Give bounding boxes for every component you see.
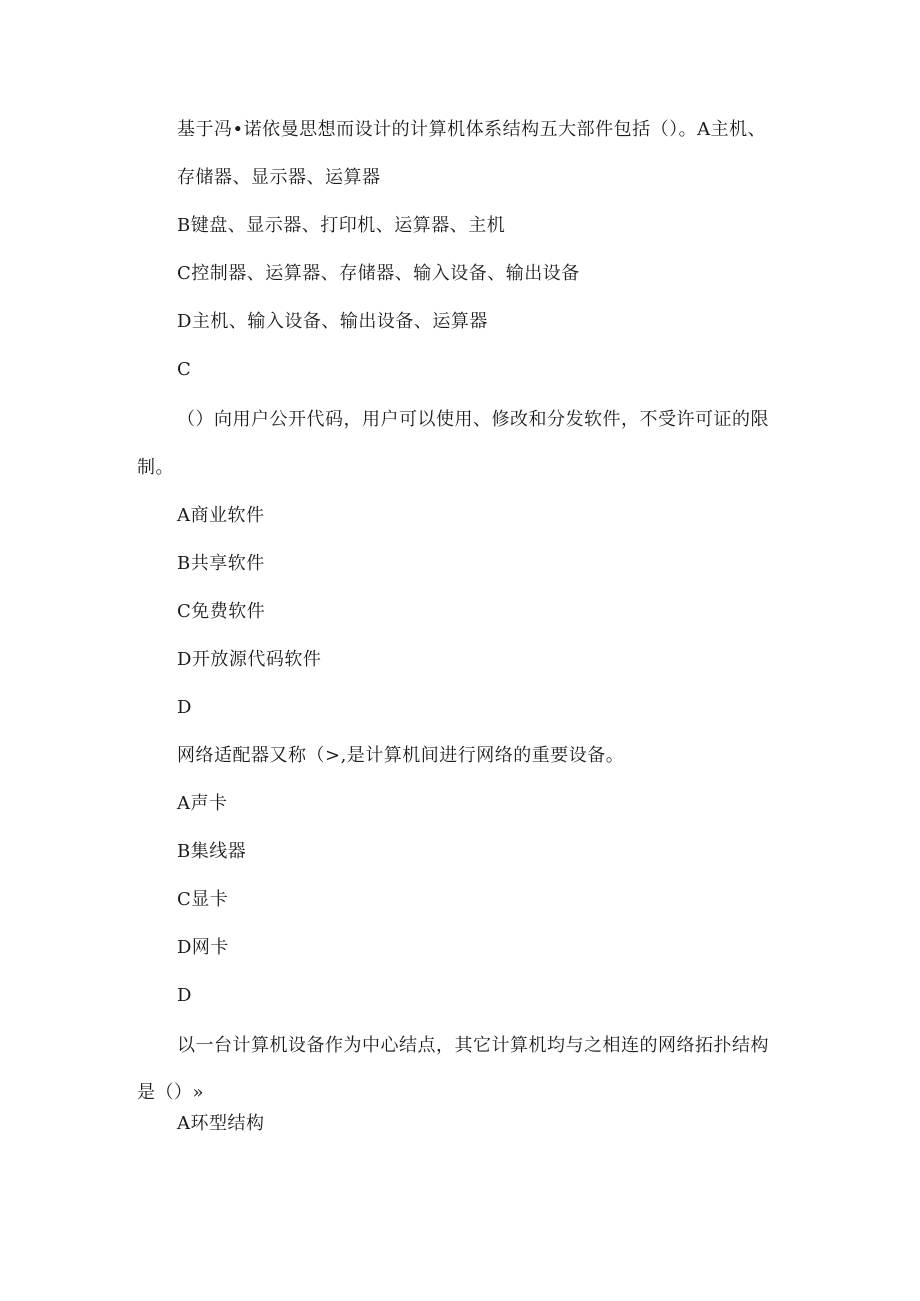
question-1-option-c: C控制器、运算器、存储器、输入设备、输出设备 bbox=[177, 263, 580, 284]
question-1-answer: C bbox=[177, 359, 192, 380]
question-3-option-b: B集线器 bbox=[177, 841, 247, 862]
question-3-option-c: C显卡 bbox=[177, 889, 229, 910]
question-2-option-b: B共享软件 bbox=[177, 553, 265, 574]
question-1-option-d: D主机、输入设备、输出设备、运算器 bbox=[177, 311, 488, 332]
question-2-stem-line-1: （）向用户公开代码，用户可以使用、修改和分发软件，不受许可证的限 bbox=[177, 409, 769, 430]
question-2-option-c: C免费软件 bbox=[177, 601, 266, 622]
question-3-option-a: A声卡 bbox=[177, 793, 228, 814]
question-3-answer: D bbox=[177, 985, 192, 1006]
question-2-option-d: D开放源代码软件 bbox=[177, 649, 322, 670]
question-4-stem-line-1: 以一台计算机设备作为中心结点，其它计算机均与之相连的网络拓扑结构 bbox=[177, 1035, 769, 1056]
question-2-option-a: A商业软件 bbox=[177, 505, 265, 526]
question-2-answer: D bbox=[177, 697, 192, 718]
question-3-stem: 网络适配器又称（>,是计算机间进行网络的重要设备。 bbox=[177, 745, 625, 766]
question-3-option-d: D网卡 bbox=[177, 937, 229, 958]
question-1-option-b: B键盘、显示器、打印机、运算器、主机 bbox=[177, 215, 506, 236]
question-1-stem-line-1: 基于冯•诺依曼思想而设计的计算机体系结构五大部件包括（）。A主机、 bbox=[177, 119, 767, 140]
question-1-stem-line-2: 存储器、显示器、运算器 bbox=[177, 167, 381, 188]
question-4-option-a: A环型结构 bbox=[177, 1113, 265, 1134]
question-4-stem-line-2: 是（）» bbox=[137, 1082, 205, 1103]
question-2-stem-line-2: 制。 bbox=[137, 457, 174, 478]
